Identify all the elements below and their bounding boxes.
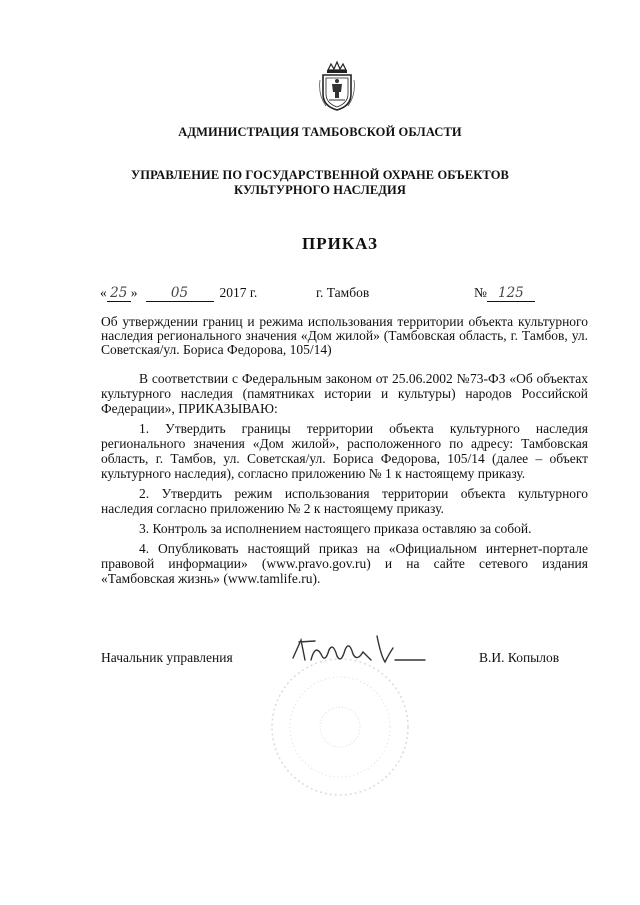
order-body xyxy=(101,371,588,591)
number-sign: № xyxy=(474,285,487,300)
signatory-position: Начальник управления xyxy=(101,650,233,665)
department-name xyxy=(0,168,640,198)
body-intro: В соответствии с Федеральным законом от 25.06.2002 №73-ФЗ «Об объектах культурного наследия (памятниках истории и культуры) народов Российской Федерации», ПРИКАЗЫВАЮ: xyxy=(101,371,588,416)
coat-of-arms-icon xyxy=(318,60,356,112)
department-line-1: УПРАВЛЕНИЕ ПО ГОСУДАРСТВЕННОЙ ОХРАНЕ ОБЪЕКТОВ xyxy=(131,168,509,182)
order-city: г. Тамбов xyxy=(316,285,370,300)
handwritten-day: 25 xyxy=(107,285,131,302)
quote-close: » xyxy=(130,285,138,300)
body-item-3: 3. Контроль за исполнением настоящего приказа оставляю за собой. xyxy=(139,521,532,536)
body-item-2: 2. Утвердить режим использования территории объекта культурного наследия согласно приложению № 2 к настоящему приказу. xyxy=(101,486,588,516)
department-line-2: КУЛЬТУРНОГО НАСЛЕДИЯ xyxy=(234,183,406,197)
handwritten-month: 05 xyxy=(146,285,214,302)
quote-open: « xyxy=(100,285,107,300)
handwritten-signature-icon xyxy=(285,630,445,680)
order-date xyxy=(100,285,257,302)
handwritten-number: 125 xyxy=(487,285,535,302)
body-item-1: 1. Утвердить границы территории объекта культурного наследия регионального значения «Дом жилой», расположенного по адресу: Тамбовская область, г. Тамбов, ул. Советская/ул. Бориса Федорова, 105/14 (далее – объект культурного наследия), согласно приложению № 1 к настоящему приказу. xyxy=(101,421,588,481)
body-item-4: 4. Опубликовать настоящий приказ на «Официальном интернет-портале правовой информации» (www.pravo.gov.ru) и на сайте сетевого издания «Тамбовская жизнь» (www.tamlife.ru). xyxy=(101,541,588,586)
administration-name: АДМИНИСТРАЦИЯ ТАМБОВСКОЙ ОБЛАСТИ xyxy=(178,125,462,139)
order-subject: Об утверждении границ и режима использования территории объекта культурного наследия регионального значения «Дом жилой» (Тамбовская область, г. Тамбов, ул. Советская/ул. Бориса Федорова, 105/14) xyxy=(101,314,588,357)
order-year: 2017 г. xyxy=(219,285,258,300)
signatory-name: В.И. Копылов xyxy=(479,650,560,665)
document-type-title: ПРИКАЗ xyxy=(302,234,378,253)
order-number xyxy=(474,285,535,302)
